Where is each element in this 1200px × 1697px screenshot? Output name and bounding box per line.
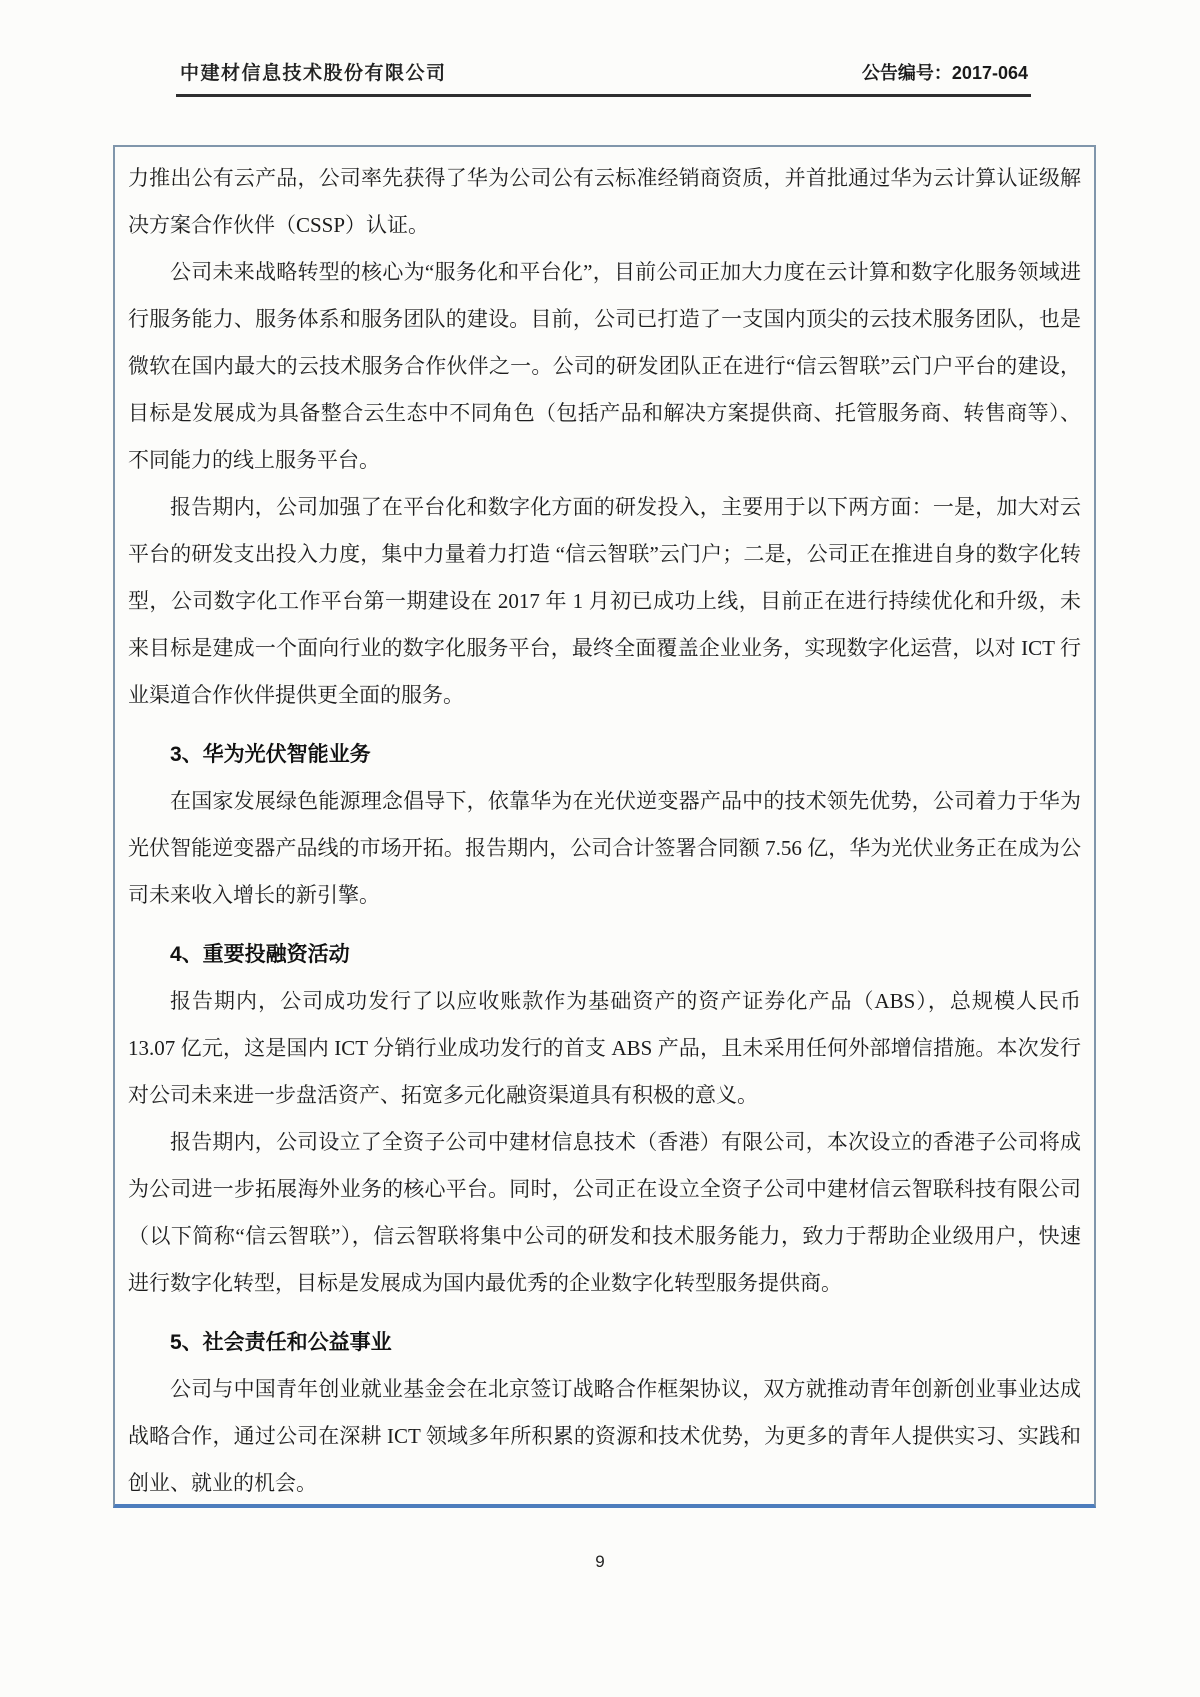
body-paragraph: 公司与中国青年创业就业基金会在北京签订战略合作框架协议，双方就推动青年创新创业事业达成战略合作，通过公司在深耕 ICT 领域多年所积累的资源和技术优势，为更多的青年人提供实习、实践和创业、就业的机会。 <box>128 1377 1081 1495</box>
body-paragraph: 公司未来战略转型的核心为“服务化和平台化”，目前公司正加大力度在云计算和数字化服务领域进行服务能力、服务体系和服务团队的建设。目前，公司已打造了一支国内顶尖的云技术服务团队，也是微软在国内最大的云技术服务合作伙伴之一。公司的研发团队正在进行“信云智联”云门户平台的建设，目标是发展成为具备整合云生态中不同角色（包括产品和解决方案提供商、托管服务商、转售商等）、不同能力的线上服务平台。 <box>128 260 1081 472</box>
content-border-box <box>113 145 1096 1508</box>
body-paragraph: 报告期内，公司加强了在平台化和数字化方面的研发投入，主要用于以下两方面：一是，加大对云平台的研发支出投入力度，集中力量着力打造 “信云智联”云门户；二是，公司正在推进自身的数字化转型，公司数字化工作平台第一期建设在 2017 年 1 月初已成功上线，目前正在进行持续优化和升级，未来目标是建成一个面向行业的数字化服务平台，最终全面覆盖企业业务，实现数字化运营，以对 ICT 行业渠道合作伙伴提供更全面的服务。 <box>128 495 1081 707</box>
announcement-number-label: 公告编号： <box>861 63 952 83</box>
section-heading: 5、社会责任和公益事业 <box>170 1331 392 1354</box>
body-paragraph: 报告期内，公司设立了全资子公司中建材信息技术（香港）有限公司，本次设立的香港子公司将成为公司进一步拓展海外业务的核心平台。同时，公司正在设立全资子公司中建材信云智联科技有限公司（以下简称“信云智联”），信云智联将集中公司的研发和技术服务能力，致力于帮助企业级用户，快速进行数字化转型，目标是发展成为国内最优秀的企业数字化转型服务提供商。 <box>128 1130 1081 1295</box>
header-company-name: 中建材信息技术股份有限公司 <box>180 63 447 84</box>
body-paragraph: 在国家发展绿色能源理念倡导下，依靠华为在光伏逆变器产品中的技术领先优势，公司着力于华为光伏智能逆变器产品线的市场开拓。报告期内，公司合计签署合同额 7.56 亿，华为光伏业务正在成为公司未来收入增长的新引擎。 <box>128 789 1081 907</box>
announcement-number-value: 2017-064 <box>951 63 1028 83</box>
header-announcement-number <box>862 59 1028 85</box>
body-paragraph: 报告期内，公司成功发行了以应收账款作为基础资产的资产证券化产品（ABS），总规模人民币 13.07 亿元，这是国内 ICT 分销行业成功发行的首支 ABS 产品，且未采用任何外部增信措施。本次发行对公司未来进一步盘活资产、拓宽多元化融资渠道具有积极的意义。 <box>128 989 1081 1107</box>
document-header <box>180 58 1028 85</box>
page-number: 9 <box>595 1552 605 1571</box>
section-heading: 3、华为光伏智能业务 <box>170 743 371 766</box>
section-heading: 4、重要投融资活动 <box>170 943 350 966</box>
body-paragraph: 力推出公有云产品，公司率先获得了华为公司公有云标准经销商资质，并首批通过华为云计算认证级解决方案合作伙伴（CSSP）认证。 <box>128 166 1081 237</box>
page-footer <box>0 1552 1200 1572</box>
header-divider <box>176 94 1031 97</box>
